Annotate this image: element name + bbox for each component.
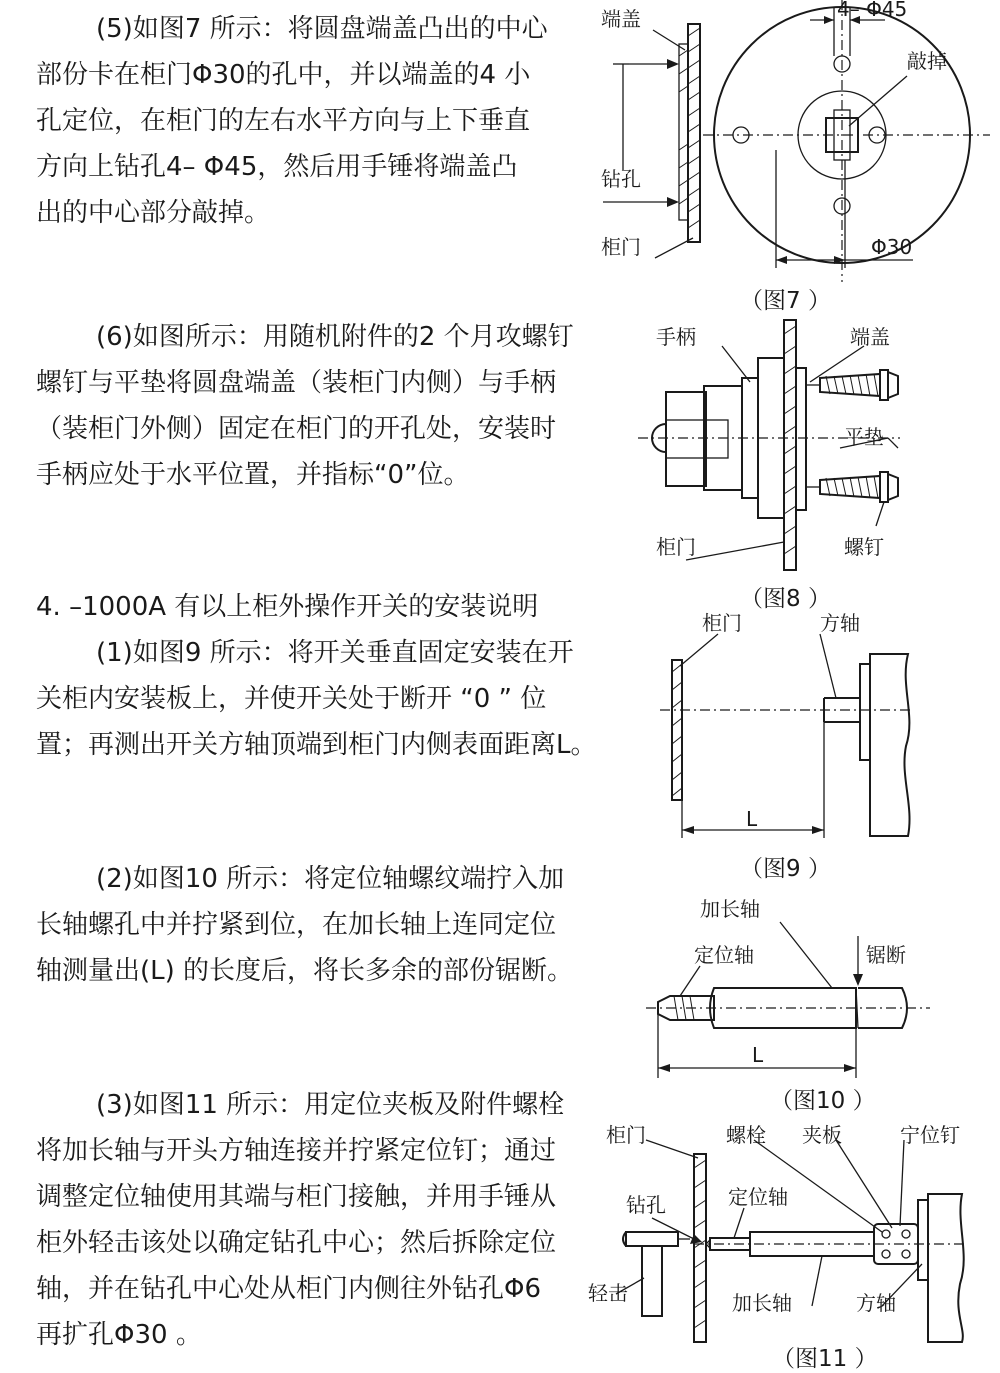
- label-door: 柜门: [601, 235, 641, 259]
- figure-9: [650, 606, 950, 850]
- label-L: L: [746, 807, 758, 831]
- figure-11: [586, 1114, 986, 1344]
- label-ext-shaft: 加长轴: [700, 897, 760, 921]
- label-ext-shaft: 加长轴: [732, 1291, 792, 1315]
- paragraph-p3: [36, 1082, 592, 1358]
- text-line: 部份卡在柜门Φ30的孔中，并以端盖的4 小: [36, 60, 531, 90]
- label-set-pin: 宁位钉: [900, 1123, 960, 1147]
- fig9-caption: （图9 ）: [740, 856, 831, 882]
- text-line: 将加长轴与开头方轴连接并拧紧定位钉；通过: [36, 1136, 557, 1166]
- fig10-caption: （图10 ）: [770, 1088, 876, 1114]
- fig11-caption: （图11 ）: [772, 1346, 878, 1372]
- screw-lower: [806, 472, 898, 502]
- text-line: 长轴螺孔中并拧紧到位，在加长轴上连同定位: [36, 910, 557, 940]
- figure-7: [595, 0, 1000, 282]
- text-line: 方向上钻孔4– Φ45，然后用手锤将端盖凸: [36, 152, 518, 182]
- figure-10: [640, 892, 960, 1078]
- text-line: 4. –1000A 有以上柜外操作开关的安装说明: [36, 592, 539, 622]
- text-line: (6)如图所示：用随机附件的2 个月攻螺钉: [96, 322, 574, 352]
- label-door: 柜门: [606, 1123, 646, 1147]
- label-saw-off: 锯断: [866, 943, 906, 967]
- label-drill: 钻孔: [626, 1193, 666, 1217]
- fig7-caption: （图7 ）: [740, 288, 831, 314]
- paragraph-p2: [36, 856, 592, 994]
- text-line: (2)如图10 所示：将定位轴螺纹端拧入加: [96, 864, 565, 894]
- label-L: L: [752, 1043, 764, 1067]
- label-bolt: 螺栓: [726, 1123, 766, 1147]
- label-knock-off: 敲掉: [907, 49, 947, 73]
- paragraph-h4: [36, 584, 592, 630]
- text-line: (1)如图9 所示：将开关垂直固定安装在开: [96, 638, 574, 668]
- label-tap: 轻击: [588, 1281, 628, 1305]
- text-line: 再扩孔Φ30 。: [36, 1320, 202, 1350]
- label-drill: 钻孔: [601, 167, 641, 191]
- label-locating-shaft: 定位轴: [728, 1185, 788, 1209]
- text-line: (3)如图11 所示：用定位夹板及附件螺栓: [96, 1090, 565, 1120]
- text-line: 孔定位，在柜门的左右水平方向与上下垂直: [36, 106, 531, 136]
- text-line: 螺钉与平垫将圆盘端盖（装柜门内侧）与手柄: [36, 368, 557, 398]
- text-line: 轴测量出(L) 的长度后，将长多余的部份锯断。: [36, 956, 574, 986]
- text-line: 关柜内安装板上，并使开关处于断开 “0 ” 位: [36, 684, 547, 714]
- label-clamp: 夹板: [802, 1123, 842, 1147]
- label-square-shaft: 方轴: [820, 611, 860, 635]
- label-end-cover: 端盖: [850, 325, 890, 349]
- label-square-shaft: 方轴: [856, 1291, 896, 1315]
- paragraph-p6: [36, 314, 592, 498]
- label-handle: 手柄: [656, 325, 696, 349]
- text-line: （装柜门外侧）固定在柜门的开孔处，安装时: [36, 414, 557, 444]
- label-hole-dim: 4– Φ45: [837, 0, 908, 21]
- text-line: 置；再测出开关方轴顶端到柜门内侧表面距离L。: [36, 730, 597, 760]
- label-dia30: Φ30: [871, 235, 913, 259]
- text-line: 手柄应处于水平位置，并指标“0”位。: [36, 460, 470, 490]
- text-line: (5)如图7 所示：将圆盘端盖凸出的中心: [96, 14, 548, 44]
- label-washer: 平垫: [844, 425, 884, 449]
- text-line: 轴，并在钻孔中心处从柜门内侧往外钻孔Φ6: [36, 1274, 542, 1304]
- paragraph-p1: [36, 630, 597, 768]
- fig8-caption: （图8 ）: [740, 586, 831, 612]
- label-door: 柜门: [656, 535, 696, 559]
- label-screw: 螺钉: [844, 535, 884, 559]
- text-line: 柜外轻击该处以确定钻孔中心；然后拆除定位: [36, 1228, 557, 1258]
- label-end-cover: 端盖: [601, 7, 641, 31]
- text-line: 调整定位轴使用其端与柜门接触，并用手锤从: [36, 1182, 557, 1212]
- figure-8: [630, 316, 1000, 578]
- text-line: 出的中心部分敲掉。: [36, 198, 271, 228]
- label-door: 柜门: [702, 611, 742, 635]
- screw-upper: [806, 370, 898, 400]
- label-locating-shaft: 定位轴: [694, 943, 754, 967]
- paragraph-p5: [36, 6, 592, 236]
- door-hatch: [688, 28, 700, 228]
